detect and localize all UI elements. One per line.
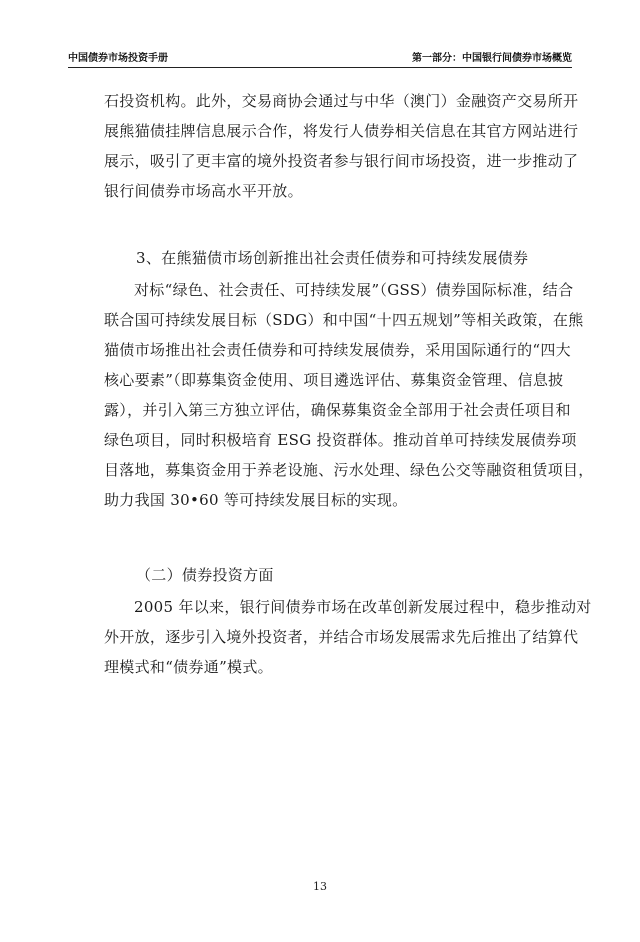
section-heading-text: 3、在熊猫债市场创新推出社会责任债券和可持续发展债券 <box>136 249 529 267</box>
text-line: 露），并引入第三方独立评估，确保募集资金全部用于社会责任项目和 <box>104 401 571 419</box>
paragraph-continuation <box>104 86 579 206</box>
text-line: 石投资机构。此外，交易商协会通过与中华（澳门）金融资产交易所开 <box>104 92 579 110</box>
text-line: 展熊猫债挂牌信息展示合作，将发行人债券相关信息在其官方网站进行 <box>104 122 579 140</box>
text-line: 外开放，逐步引入境外投资者，并结合市场发展需求先后推出了结算代 <box>104 628 579 646</box>
section-3-paragraph <box>104 275 594 515</box>
text-line: 对标“绿色、社会责任、可持续发展”（GSS）债券国际标准，结合 <box>134 281 574 299</box>
text-line: 绿色项目，同时积极培育 ESG 投资群体。推动首单可持续发展债券项 <box>104 431 577 449</box>
text-line: 助力我国 30•60 等可持续发展目标的实现。 <box>104 491 408 509</box>
page-header <box>68 44 572 64</box>
text-line: 联合国可持续发展目标（SDG）和中国“十四五规划”等相关政策，在熊 <box>104 311 584 329</box>
text-line: 核心要素”（即募集资金使用、项目遴选评估、募集资金管理、信息披 <box>104 371 564 389</box>
header-rule <box>68 67 572 68</box>
section-3-heading <box>136 243 576 273</box>
header-left-title: 中国债券市场投资手册 <box>68 53 168 64</box>
page-number: 13 <box>313 880 327 893</box>
text-line: 银行间债券市场高水平开放。 <box>104 182 303 200</box>
section-heading-text: （二）债券投资方面 <box>136 566 274 584</box>
text-line: 目落地，募集资金用于养老设施、污水处理、绿色公交等融资租赁项目， <box>104 461 594 479</box>
section-2-heading <box>136 560 576 590</box>
section-2-paragraph <box>104 592 592 682</box>
text-line: 2005 年以来，银行间债券市场在改革创新发展过程中，稳步推动对 <box>134 598 592 616</box>
text-line: 理模式和“债券通”模式。 <box>104 658 273 676</box>
header-right-title: 第一部分：中国银行间债券市场概览 <box>412 53 572 64</box>
text-line: 猫债市场推出社会责任债券和可持续发展债券，采用国际通行的“四大 <box>104 341 571 359</box>
text-line: 展示，吸引了更丰富的境外投资者参与银行间市场投资，进一步推动了 <box>104 152 579 170</box>
